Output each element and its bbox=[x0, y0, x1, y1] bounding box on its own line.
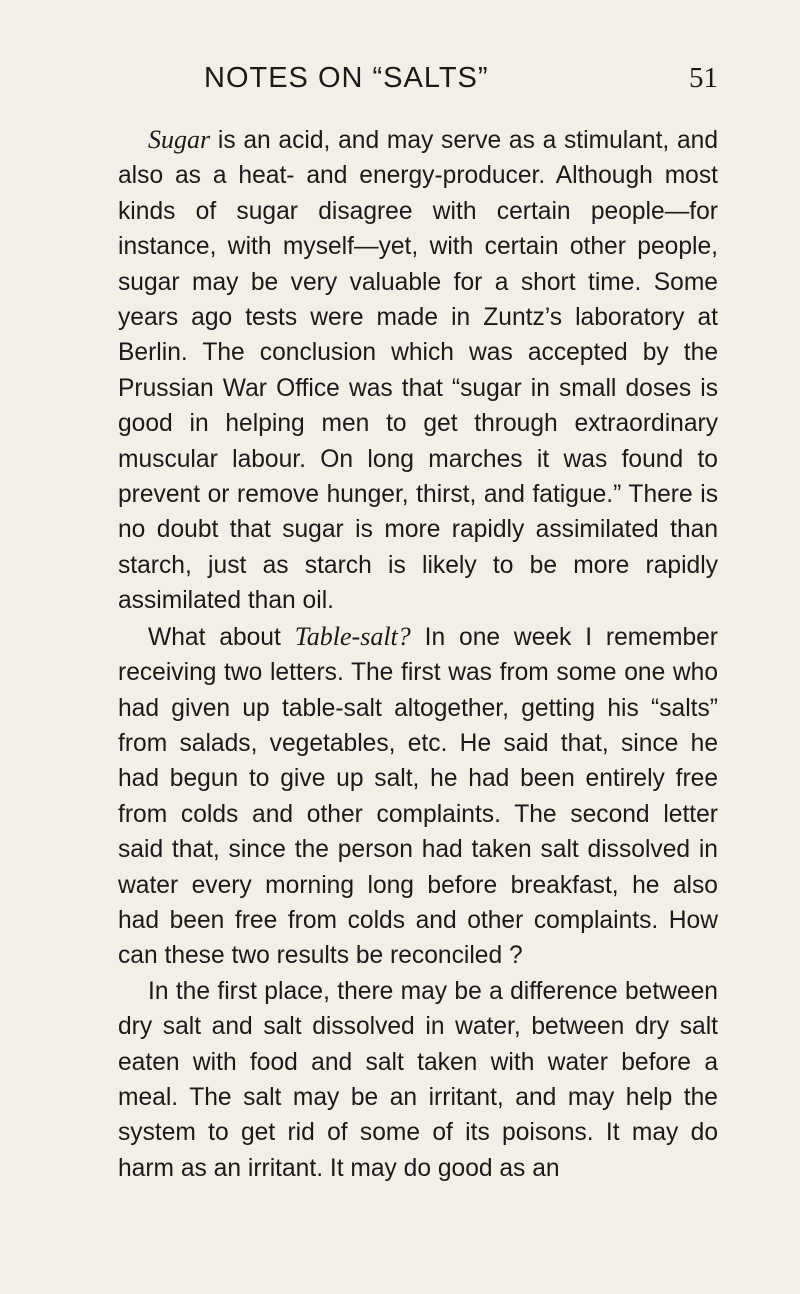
running-head: NOTES ON “SALTS” bbox=[204, 62, 489, 94]
italic-term-table-salt: Table-salt? bbox=[294, 621, 411, 651]
page-header bbox=[118, 62, 718, 102]
paragraph-lead-text: What about bbox=[148, 623, 295, 651]
paragraph-text: is an acid, and may serve as a stimulant, and also as a heat- and energy-producer. Although most kinds of sugar disagree with certain people—for instance, with myself—yet, with certain other people, sugar may be very valuable for a short time. Some years ago tests were made in Zuntz’s laboratory at Berlin. The conclusion which was accepted by the Prussian War Office was that “sugar in small doses is good in helping men to get through extraordinary muscular labour. On long marches it was found to prevent or remove hunger, thirst, and fatigue.” There is no doubt that sugar is more rapidly assimilated than starch, just as starch is likely to be more rapidly assimilated than oil. bbox=[118, 127, 718, 615]
italic-term-sugar: Sugar bbox=[148, 125, 211, 154]
paragraph-table-salt bbox=[118, 619, 718, 974]
paragraph-text: In the first place, there may be a difference between dry salt and salt dissolved in water, between dry salt eaten with food and salt taken with water before a meal. The salt may be an irritant, and may help the system to get rid of some of its poisons. It may do harm as an irritant. It may do good as an bbox=[118, 977, 718, 1182]
paragraph-first-place bbox=[118, 974, 718, 1186]
paragraph-text: In one week I remember receiving two letters. The first was from some one who had given up table-salt altogether, getting his “salts” from salads, vegetables, etc. He said that, since he had begun to give up salt, he had been entirely free from colds and other complaints. The second letter said that, since the person had taken salt dissolved in water every morning long before breakfast, he also had been free from colds and other complaints. How can these two results be reconciled ? bbox=[118, 623, 718, 970]
page-number: 51 bbox=[689, 62, 718, 94]
paragraph-sugar bbox=[118, 122, 718, 619]
body-text bbox=[118, 122, 718, 1186]
